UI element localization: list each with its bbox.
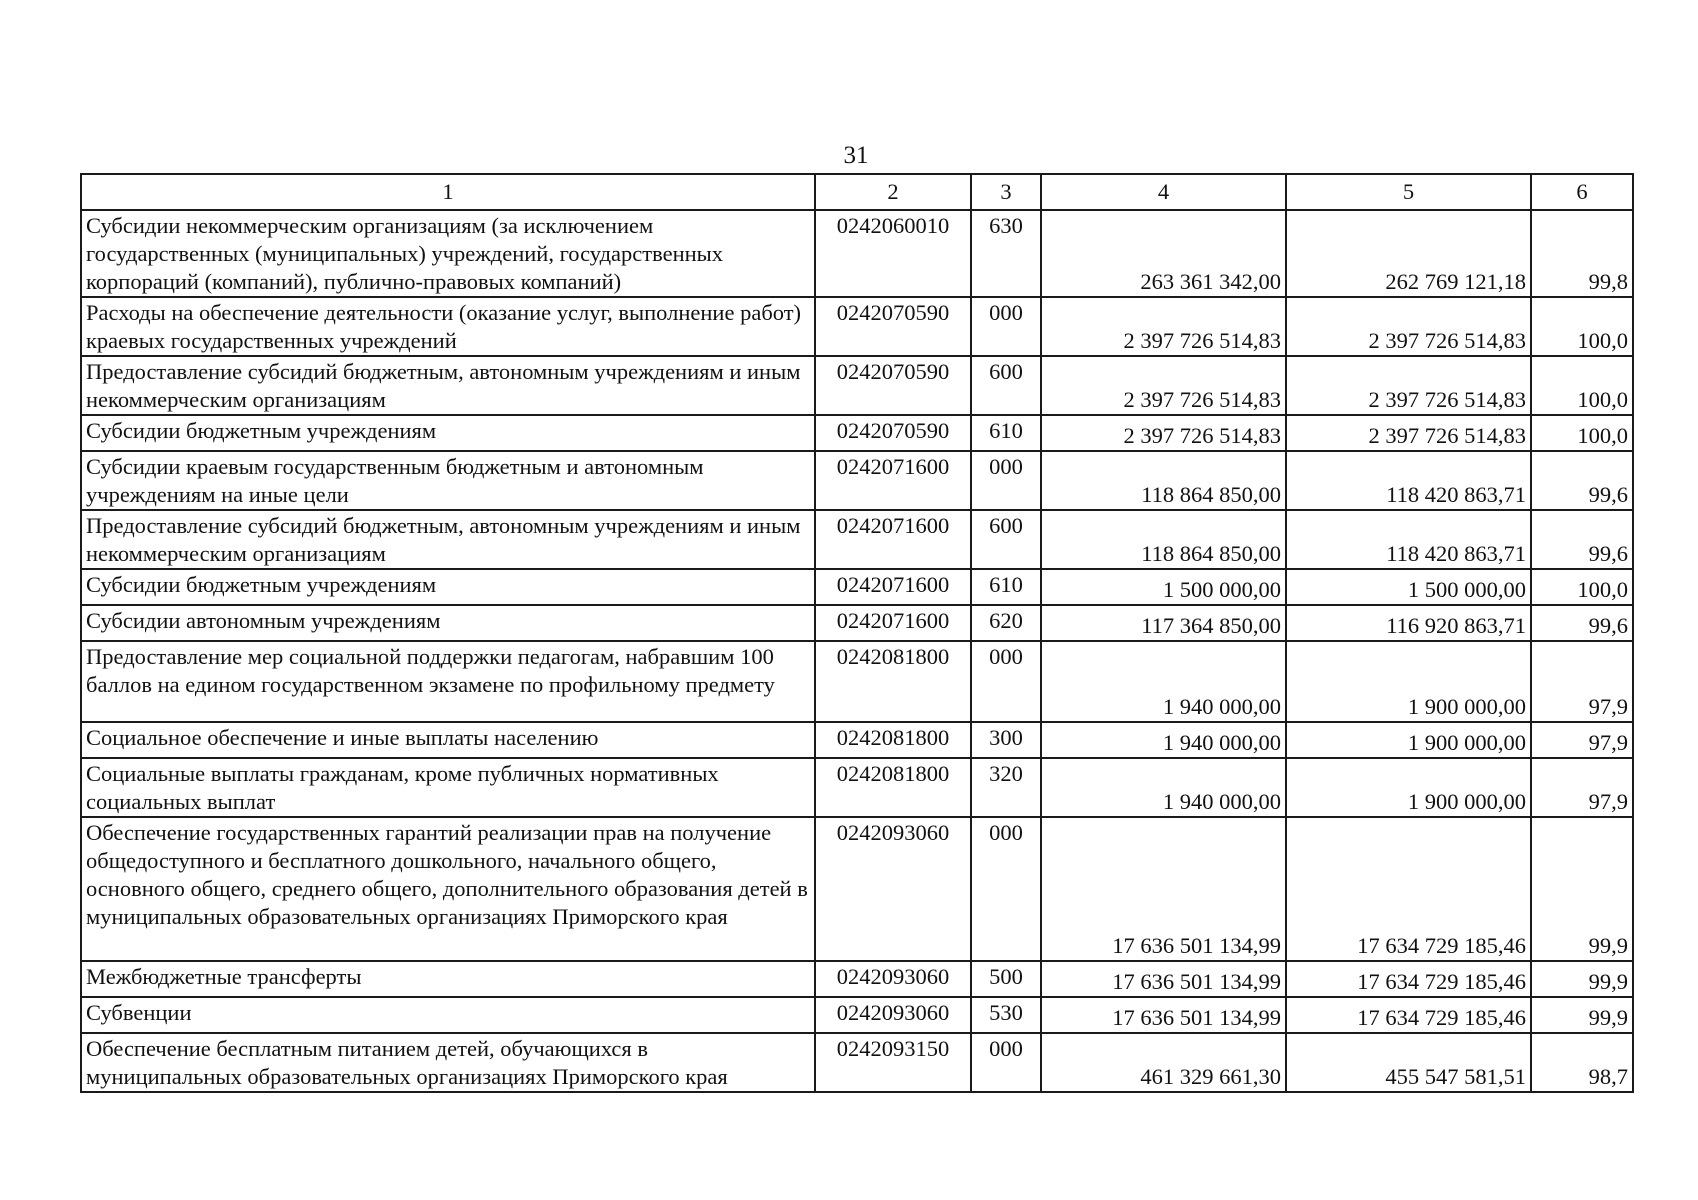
table-row: [81, 569, 1633, 605]
header-row: [81, 174, 1633, 210]
row-planned: 2 397 726 514,83: [1041, 356, 1286, 415]
table-row: [81, 297, 1633, 356]
header-col-3: 3: [971, 174, 1041, 210]
row-actual: 1 900 000,00: [1286, 641, 1531, 722]
row-name: Обеспечение государственных гарантий реализации прав на получение общедоступного и бесплатного дошкольного, начального общего, основного общего, среднего общего, дополнительного образования детей в муниципальных образовательных организациях Приморского края: [81, 817, 815, 961]
row-code: 0242093060: [815, 997, 971, 1033]
row-type: 600: [971, 356, 1041, 415]
row-code: 0242093060: [815, 961, 971, 997]
row-type: 300: [971, 722, 1041, 758]
row-percent: 99,9: [1531, 817, 1633, 961]
table-row: [81, 415, 1633, 451]
row-type: 630: [971, 210, 1041, 297]
row-type: 600: [971, 510, 1041, 569]
row-planned: 461 329 661,30: [1041, 1033, 1286, 1092]
row-actual: 116 920 863,71: [1286, 605, 1531, 641]
budget-table: [80, 173, 1634, 1093]
table-row: [81, 641, 1633, 722]
row-actual: 1 500 000,00: [1286, 569, 1531, 605]
row-type: 000: [971, 641, 1041, 722]
row-code: 0242060010: [815, 210, 971, 297]
header-col-5: 5: [1286, 174, 1531, 210]
row-planned: 118 864 850,00: [1041, 451, 1286, 510]
table-row: [81, 451, 1633, 510]
row-name: Социальное обеспечение и иные выплаты населению: [81, 722, 815, 758]
row-code: 0242093060: [815, 817, 971, 961]
row-percent: 97,9: [1531, 722, 1633, 758]
row-code: 0242071600: [815, 451, 971, 510]
row-actual: 17 634 729 185,46: [1286, 997, 1531, 1033]
header-col-2: 2: [815, 174, 971, 210]
row-percent: 97,9: [1531, 758, 1633, 817]
table-row: [81, 722, 1633, 758]
row-type: 530: [971, 997, 1041, 1033]
row-percent: 100,0: [1531, 415, 1633, 451]
row-planned: 118 864 850,00: [1041, 510, 1286, 569]
header-col-4: 4: [1041, 174, 1286, 210]
row-percent: 99,6: [1531, 605, 1633, 641]
row-percent: 99,6: [1531, 510, 1633, 569]
row-type: 000: [971, 297, 1041, 356]
row-name: Субсидии краевым государственным бюджетным и автономным учреждениям на иные цели: [81, 451, 815, 510]
table-row: [81, 758, 1633, 817]
header-col-6: 6: [1531, 174, 1633, 210]
row-type: 610: [971, 415, 1041, 451]
table-body: [81, 210, 1633, 1092]
row-actual: 1 900 000,00: [1286, 758, 1531, 817]
header-col-1: 1: [81, 174, 815, 210]
row-percent: 99,9: [1531, 997, 1633, 1033]
row-code: 0242070590: [815, 297, 971, 356]
row-planned: 1 940 000,00: [1041, 641, 1286, 722]
row-actual: 262 769 121,18: [1286, 210, 1531, 297]
row-code: 0242071600: [815, 569, 971, 605]
row-name: Расходы на обеспечение деятельности (оказание услуг, выполнение работ) краевых государственных учреждений: [81, 297, 815, 356]
row-planned: 1 940 000,00: [1041, 722, 1286, 758]
row-percent: 98,7: [1531, 1033, 1633, 1092]
row-name: Субсидии автономным учреждениям: [81, 605, 815, 641]
row-planned: 263 361 342,00: [1041, 210, 1286, 297]
row-planned: 17 636 501 134,99: [1041, 817, 1286, 961]
row-actual: 2 397 726 514,83: [1286, 297, 1531, 356]
row-name: Предоставление субсидий бюджетным, автономным учреждениям и иным некоммерческим организациям: [81, 510, 815, 569]
row-name: Обеспечение бесплатным питанием детей, обучающихся в муниципальных образовательных организациях Приморского края: [81, 1033, 815, 1092]
row-percent: 100,0: [1531, 569, 1633, 605]
table-row: [81, 356, 1633, 415]
row-actual: 455 547 581,51: [1286, 1033, 1531, 1092]
row-percent: 99,8: [1531, 210, 1633, 297]
row-name: Социальные выплаты гражданам, кроме публичных нормативных социальных выплат: [81, 758, 815, 817]
row-percent: 99,6: [1531, 451, 1633, 510]
row-percent: 100,0: [1531, 356, 1633, 415]
row-actual: 118 420 863,71: [1286, 510, 1531, 569]
row-planned: 1 940 000,00: [1041, 758, 1286, 817]
row-actual: 2 397 726 514,83: [1286, 356, 1531, 415]
table-row: [81, 605, 1633, 641]
row-planned: 17 636 501 134,99: [1041, 961, 1286, 997]
row-actual: 118 420 863,71: [1286, 451, 1531, 510]
page-number: 31: [843, 142, 869, 169]
row-name: Субсидии некоммерческим организациям (за исключением государственных (муниципальных) учреждений, государственных корпораций (компаний), публично-правовых компаний): [81, 210, 815, 297]
row-planned: 1 500 000,00: [1041, 569, 1286, 605]
row-name: Субсидии бюджетным учреждениям: [81, 415, 815, 451]
row-planned: 117 364 850,00: [1041, 605, 1286, 641]
row-type: 000: [971, 1033, 1041, 1092]
row-actual: 2 397 726 514,83: [1286, 415, 1531, 451]
row-planned: 2 397 726 514,83: [1041, 297, 1286, 356]
table-row: [81, 210, 1633, 297]
row-actual: 1 900 000,00: [1286, 722, 1531, 758]
row-name: Субсидии бюджетным учреждениям: [81, 569, 815, 605]
row-type: 000: [971, 451, 1041, 510]
table-row: [81, 961, 1633, 997]
table-row: [81, 1033, 1633, 1092]
row-actual: 17 634 729 185,46: [1286, 817, 1531, 961]
row-name: Предоставление субсидий бюджетным, автономным учреждениям и иным некоммерческим организациям: [81, 356, 815, 415]
row-type: 500: [971, 961, 1041, 997]
row-code: 0242093150: [815, 1033, 971, 1092]
row-name: Субвенции: [81, 997, 815, 1033]
row-type: 320: [971, 758, 1041, 817]
row-code: 0242071600: [815, 605, 971, 641]
row-name: Предоставление мер социальной поддержки педагогам, набравшим 100 баллов на едином государственном экзамене по профильному предмету: [81, 641, 815, 722]
row-code: 0242070590: [815, 356, 971, 415]
row-code: 0242081800: [815, 758, 971, 817]
row-type: 610: [971, 569, 1041, 605]
row-code: 0242071600: [815, 510, 971, 569]
row-planned: 2 397 726 514,83: [1041, 415, 1286, 451]
row-actual: 17 634 729 185,46: [1286, 961, 1531, 997]
table-row: [81, 510, 1633, 569]
row-type: 000: [971, 817, 1041, 961]
row-code: 0242081800: [815, 641, 971, 722]
row-planned: 17 636 501 134,99: [1041, 997, 1286, 1033]
row-name: Межбюджетные трансферты: [81, 961, 815, 997]
row-percent: 99,9: [1531, 961, 1633, 997]
row-code: 0242081800: [815, 722, 971, 758]
table-row: [81, 817, 1633, 961]
row-code: 0242070590: [815, 415, 971, 451]
row-percent: 100,0: [1531, 297, 1633, 356]
table-header: [81, 174, 1633, 210]
table-row: [81, 997, 1633, 1033]
row-type: 620: [971, 605, 1041, 641]
row-percent: 97,9: [1531, 641, 1633, 722]
